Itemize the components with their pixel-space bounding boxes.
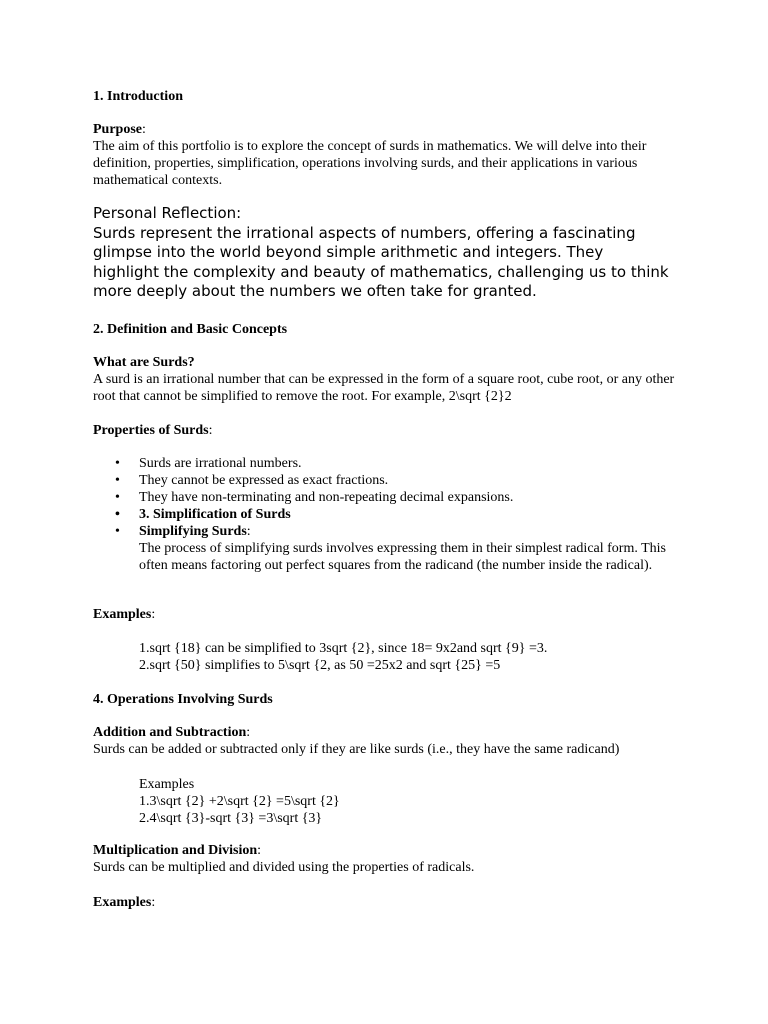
properties-heading: Properties of Surds:	[93, 423, 213, 438]
what-are-surds-label: What are Surds?	[93, 355, 195, 370]
examples-list-1	[139, 640, 699, 674]
example-line: 1.sqrt {18} can be simplified to 3sqrt {2}, since 18= 9x2and sqrt {9} =3.	[139, 641, 548, 656]
multiplication-division-block: Multiplication and Division: Surds can be multiplied and divided using the properties of radicals.	[93, 842, 683, 876]
simplifying-surds-text: The process of simplifying surds involves expressing them in their simplest radical form. This often means factoring out perfect squares from the radicand (the number inside the radical).	[139, 541, 666, 573]
example-line: 1.3\sqrt {2} +2\sqrt {2} =5\sqrt {2}	[139, 794, 340, 809]
addition-label: Addition and Subtraction	[93, 725, 247, 740]
addition-examples-label: Examples	[139, 777, 195, 792]
simplifying-surds-label: Simplifying Surds	[139, 524, 247, 539]
reflection-label: Personal Reflection	[93, 204, 237, 222]
example-line: 2.4\sqrt {3}-sqrt {3} =3\sqrt {3}	[139, 811, 323, 826]
examples-label-2: Examples	[93, 895, 152, 910]
list-item: • They cannot be expressed as exact fractions.	[93, 472, 683, 489]
section-heading-definition: 2. Definition and Basic Concepts	[93, 322, 288, 337]
what-are-surds-block	[93, 354, 683, 405]
examples-label-1: Examples	[93, 607, 152, 622]
properties-list	[93, 455, 683, 574]
purpose-label: Purpose	[93, 122, 142, 137]
multiplication-label: Multiplication and Division	[93, 843, 258, 858]
section-heading-introduction: 1. Introduction	[93, 89, 183, 104]
purpose-block: Purpose: The aim of this portfolio is to explore the concept of surds in mathematics. We will delve into their definition, properties, simplification, operations involving surds, and their applications in various mathematical contexts.	[93, 121, 683, 189]
section-heading-operations: 4. Operations Involving Surds	[93, 692, 273, 707]
example-line: 2.sqrt {50} simplifies to 5\sqrt {2, as 50 =25x2 and sqrt {25} =5	[139, 658, 501, 673]
multiplication-text: Surds can be multiplied and divided using the properties of radicals.	[93, 860, 475, 875]
purpose-text: The aim of this portfolio is to explore the concept of surds in mathematics. We will delve into their definition, properties, simplification, operations involving surds, and their applications in various mathematical contexts.	[93, 139, 647, 188]
list-item: • Surds are irrational numbers.	[93, 455, 683, 472]
what-are-surds-text: A surd is an irrational number that can be expressed in the form of a square root, cube root, or any other root that cannot be simplified to remove the root. For example, 2\sqrt {2}2	[93, 372, 675, 404]
examples-heading-1: Examples:	[93, 607, 156, 622]
addition-text: Surds can be added or subtracted only if they are like surds (i.e., they have the same radicand)	[93, 742, 620, 757]
list-item: • They have non-terminating and non-repeating decimal expansions.	[93, 489, 683, 506]
personal-reflection-block: Personal Reflection: Surds represent the irrational aspects of numbers, offering a fascinating glimpse into the world beyond simple arithmetic and integers. They highlight the complexity and beauty of mathematics, challenging us to think more deeply about the numbers we often take for granted.	[93, 204, 673, 302]
list-item-simplifying-surds: • Simplifying Surds: The process of simplifying surds involves expressing them in their simplest radical form. This often means factoring out perfect squares from the radicand (the number inside the radical).	[93, 523, 683, 574]
addition-examples	[139, 776, 699, 827]
reflection-text: Surds represent the irrational aspects of numbers, offering a fascinating glimpse into the world beyond simple arithmetic and integers. They highlight the complexity and beauty of mathematics, challenging us to think more deeply about the numbers we often take for granted.	[93, 223, 669, 301]
addition-subtraction-block: Addition and Subtraction: Surds can be added or subtracted only if they are like surds (i.e., they have the same radicand)	[93, 724, 683, 758]
examples-heading-2: Examples:	[93, 895, 156, 910]
properties-label: Properties of Surds	[93, 423, 209, 438]
list-item-simplification-heading: • 3. Simplification of Surds	[93, 506, 683, 523]
